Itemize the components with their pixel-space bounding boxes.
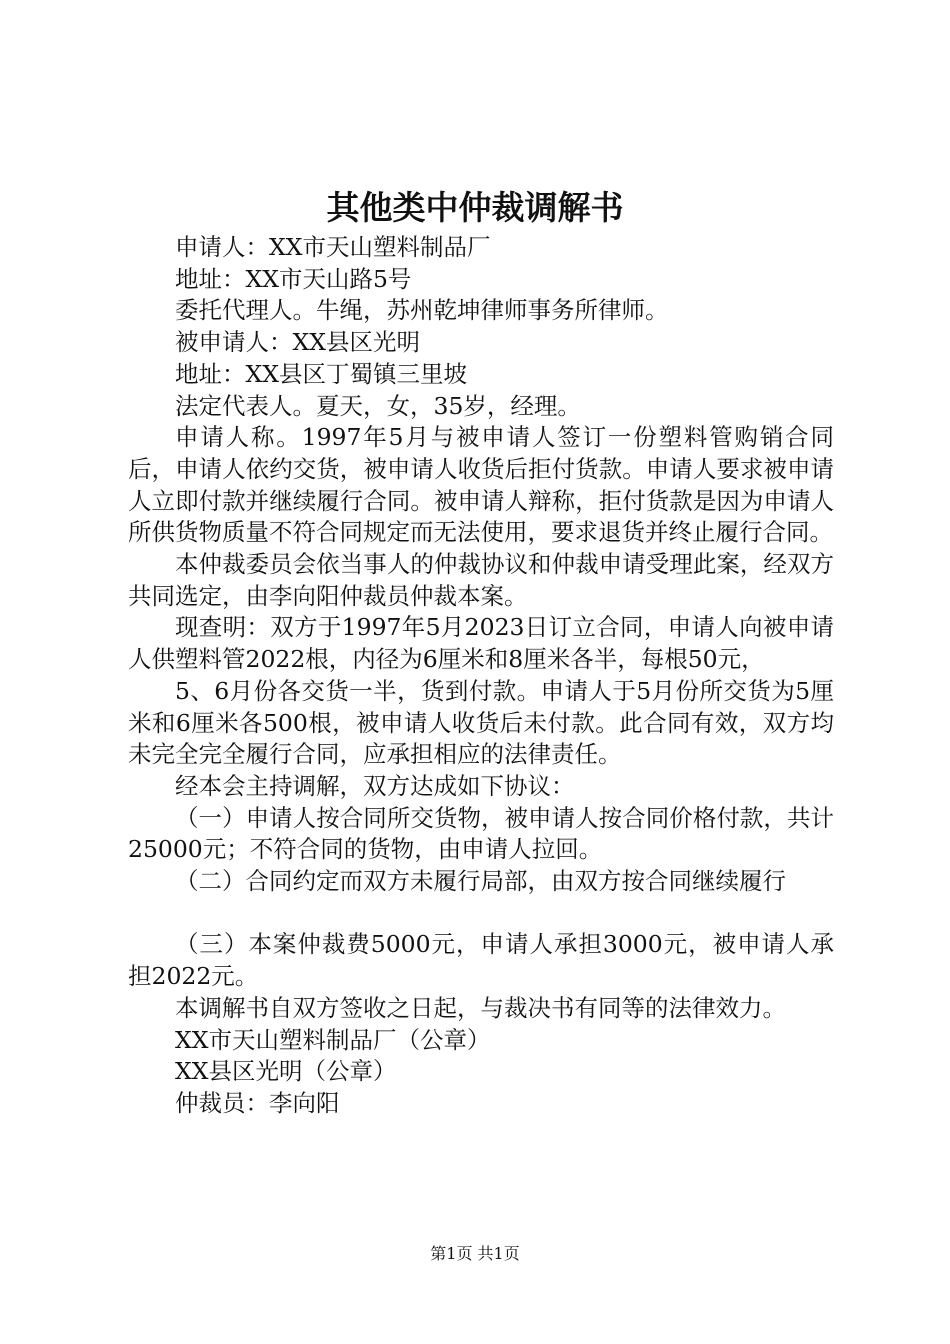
blank-line xyxy=(128,898,834,930)
agent-line: 委托代理人。牛绳，苏州乾坤律师事务所律师。 xyxy=(175,296,669,325)
legal-representative-line: 法定代表人。夏天，女，35岁，经理。 xyxy=(175,391,581,420)
delivery-paragraph: 5、6月份各交货一半，货到付款。申请人于5月份所交货为5厘米和6厘米各500根，被申请人收货后未付款。此合同有效，双方均未完全完全履行合同，应承担相应的法律责任。 xyxy=(128,676,834,769)
legal-effect-line: 本调解书自双方签收之日起，与裁决书有同等的法律效力。 xyxy=(175,993,786,1022)
agreement-item-3: （三）本案仲裁费5000元，申请人承担3000元，被申请人承担2022元。 xyxy=(128,930,834,991)
committee-acceptance-paragraph: 本仲裁委员会依当事人的仲裁协议和仲裁申请受理此案，经双方共同选定，由李向阳仲裁员仲裁本案。 xyxy=(128,550,834,610)
respondent-seal-line: XX县区光明（公章） xyxy=(175,1057,397,1086)
agreement-item-2: （二）合同约定而双方未履行局部，由双方按合同继续履行 xyxy=(175,867,786,896)
agreement-item-1: （一）申请人按合同所交货物，被申请人按合同价格付款，共计25000元；不符合同的货物，由申请人拉回。 xyxy=(128,803,834,864)
applicant-seal-line: XX市天山塑料制品厂（公章） xyxy=(175,1025,491,1054)
applicant-claim-paragraph: 申请人称。1997年5月与被申请人签订一份塑料管购销合同后，申请人依约交货，被申请人收货后拒付货款。申请人要求被申请人立即付款并继续履行合同。被申请人辩称，拒付货款是因为申请人所供货物质量不符合同规定而无法使用，要求退货并终止履行合同。 xyxy=(128,423,834,547)
mediation-intro-line: 经本会主持调解，双方达成如下协议： xyxy=(175,771,575,800)
applicant-address-line: 地址：XX市天山路5号 xyxy=(175,264,412,293)
respondent-line: 被申请人：XX县区光明 xyxy=(175,328,420,357)
findings-paragraph: 现查明：双方于1997年5月2023日订立合同，申请人向被申请人供塑料管2022根，内径为6厘米和8厘米各半，每根50元， xyxy=(128,613,834,674)
document-body xyxy=(128,232,834,1120)
arbitrator-line: 仲裁员：李向阳 xyxy=(175,1088,340,1117)
document-title: 其他类中仲裁调解书 xyxy=(326,188,624,227)
applicant-line: 申请人：XX市天山塑料制品厂 xyxy=(175,233,491,261)
page-number: 第1页 共1页 xyxy=(430,1244,520,1263)
respondent-address-line: 地址：XX县区丁蜀镇三里坡 xyxy=(175,359,467,388)
